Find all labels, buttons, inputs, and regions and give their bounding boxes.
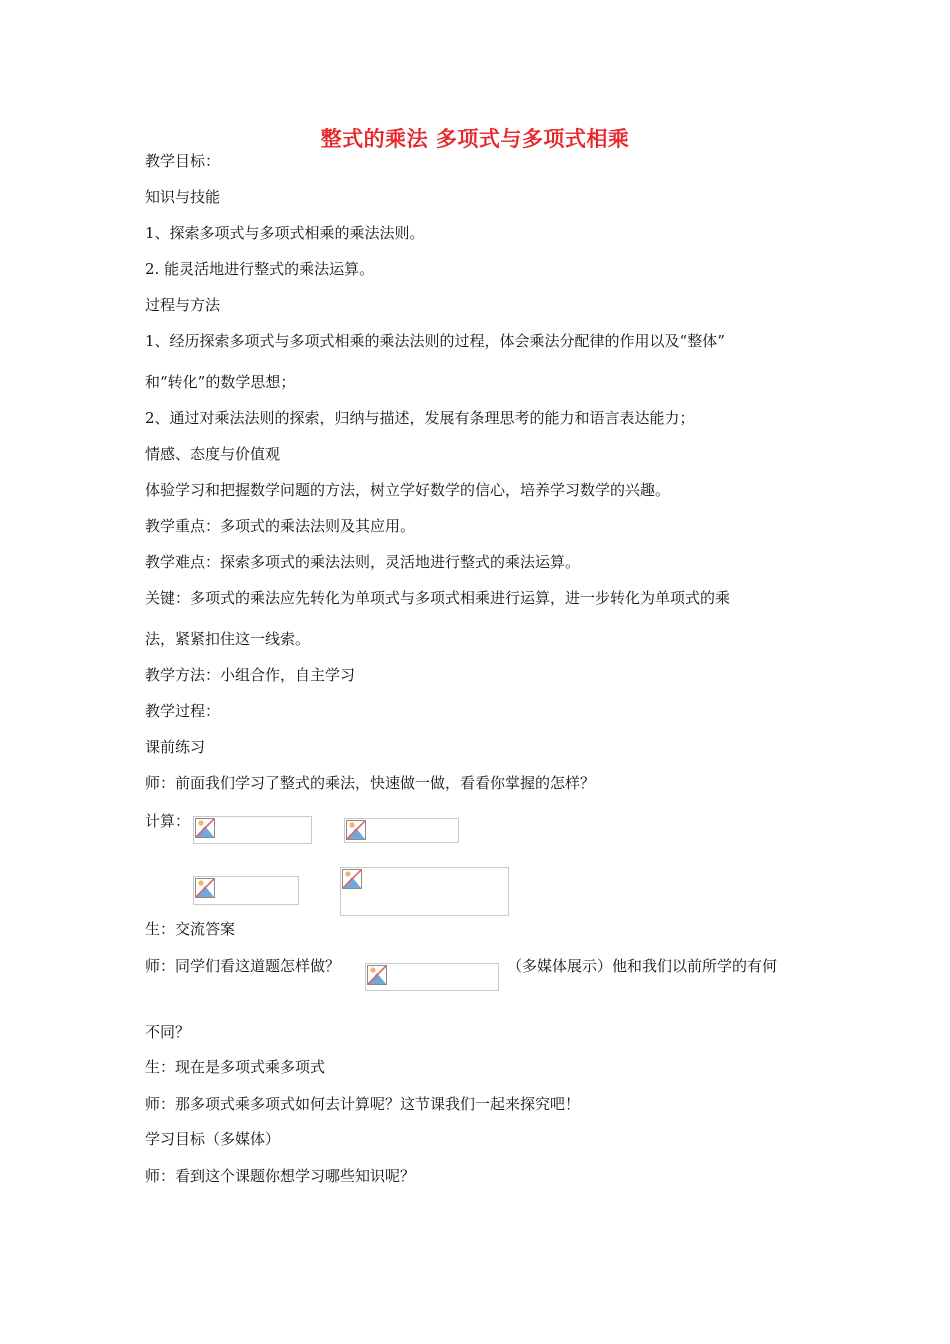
text-line: 和“转化”的数学思想；	[145, 373, 296, 391]
text-line: 教学目标：	[145, 152, 221, 170]
text-line: 过程与方法	[145, 296, 221, 314]
formula-image-placeholder	[344, 818, 459, 843]
formula-image-placeholder	[193, 816, 312, 844]
text-line: 教学难点：探索多项式的乘法法则，灵活地进行整式的乘法运算。	[145, 553, 581, 571]
text-line: 体验学习和把握数学问题的方法，树立学好数学的信心，培养学习数学的兴趣。	[145, 481, 671, 499]
formula-image-placeholder	[193, 876, 299, 905]
text-line: 法，紧紧扣住这一线索。	[145, 630, 311, 648]
formula-image-placeholder	[340, 867, 509, 916]
text-line: 计算：	[145, 812, 191, 830]
document-title: 整式的乘法 多项式与多项式相乘	[320, 126, 630, 151]
text-line: 生：交流答案	[145, 920, 236, 938]
text-line: 不同？	[145, 1023, 191, 1041]
broken-image-icon	[342, 869, 362, 889]
text-line: 生：现在是多项式乘多项式	[145, 1058, 326, 1076]
broken-image-icon	[367, 965, 387, 985]
broken-image-icon	[346, 820, 366, 840]
formula-image-placeholder	[365, 963, 499, 991]
text-line: 师：看到这个课题你想学习哪些知识呢？	[145, 1167, 416, 1185]
text-line: 学习目标（多媒体）	[145, 1130, 281, 1148]
text-line: 课前练习	[145, 738, 206, 756]
text-line: 师：前面我们学习了整式的乘法，快速做一做，看看你掌握的怎样？	[145, 774, 596, 792]
text-line: 1、探索多项式与多项式相乘的乘法法则。	[145, 224, 425, 242]
text-line: 教学过程：	[145, 702, 221, 720]
text-line: 1、经历探索多项式与多项式相乘的乘法法则的过程，体会乘法分配律的作用以及“整体”	[145, 332, 725, 350]
text-line: 情感、态度与价值观	[145, 445, 281, 463]
text-line: 知识与技能	[145, 188, 221, 206]
broken-image-icon	[195, 878, 215, 898]
text-line: 2、通过对乘法法则的探索，归纳与描述，发展有条理思考的能力和语言表达能力；	[145, 409, 695, 427]
text-line: 2. 能灵活地进行整式的乘法运算。	[145, 260, 375, 278]
text-line: 教学方法：小组合作，自主学习	[145, 666, 356, 684]
text-line: 教学重点：多项式的乘法法则及其应用。	[145, 517, 416, 535]
text-line: 关键：多项式的乘法应先转化为单项式与多项式相乘进行运算，进一步转化为单项式的乘	[145, 589, 731, 607]
text-line: 师：同学们看这道题怎样做？	[145, 957, 341, 975]
text-line: （多媒体展示）他和我们以前所学的有何	[507, 957, 778, 975]
broken-image-icon	[195, 818, 215, 838]
text-line: 师：那多项式乘多项式如何去计算呢？这节课我们一起来探究吧！	[145, 1095, 581, 1113]
